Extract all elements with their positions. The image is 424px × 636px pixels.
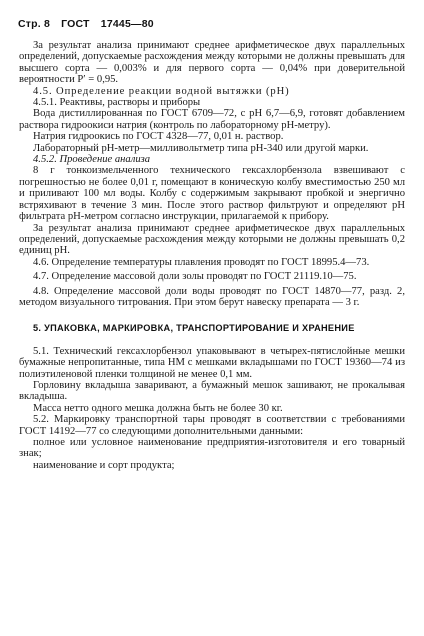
- paragraph: За результат анализа принимают среднее арифметическое двух параллельных определений, допускаемые расхождения между которыми не должны превышать 0,2 единиц pH.: [19, 222, 405, 257]
- page-header: [18, 18, 172, 30]
- paragraph: 8 г тонкоизмельченного технического гексахлорбензола взвешивают с погрешностью не более 0,01 г, помещают в коническую колбу вместимостью 250 мл и приливают 100 мл воды. Колбу с содержимым закрывают пробкой и энергично встряхивают в течение 3 мин. После этого раствор фильтруют и определяют pH фильтрата pH-метром согласно инструкции, прилагаемой к прибору.: [19, 165, 405, 223]
- paragraph: Вода дистиллированная по ГОСТ 6709—72, с pH 6,7—6,9, готовят добавлением раствора гидроокиси натрия (контроль по лабораторному pH-метру).: [19, 108, 405, 131]
- section-heading: 5. УПАКОВКА, МАРКИРОВКА, ТРАНСПОРТИРОВАНИЕ И ХРАНЕНИЕ: [33, 323, 355, 334]
- paragraph: 4.7. Определение массовой доли золы проводят по ГОСТ 21119.10—75.: [33, 271, 357, 283]
- document-body: [19, 40, 405, 471]
- paragraph: Горловину вкладыша заваривают, а бумажный мешок зашивают, не прокалывая вкладыша.: [19, 379, 405, 403]
- standard-number: 17445—80: [100, 18, 154, 30]
- list-item: полное или условное наименование предприятия-изготовителя и его товарный знак;: [19, 437, 405, 460]
- paragraph: 5.1. Технический гексахлорбензол упаковывают в четырех-пятислойные мешки бумажные непропитанные, типа НМ с мешками вкладышами по ГОСТ 19360—74 из полиэтиленовой пленки толщиной не менее 0,1 мм.: [19, 345, 405, 380]
- paragraph: 4.6. Определение температуры плавления проводят по ГОСТ 18995.4—73.: [33, 256, 370, 268]
- page-number: Стр. 8: [18, 18, 51, 30]
- paragraph: 5.2. Маркировку транспортной тары проводят в соответствии с требованиями ГОСТ 14192—77 со следующими дополнительными данными:: [19, 414, 405, 437]
- list-item: наименование и сорт продукта;: [33, 459, 175, 471]
- paragraph: Масса нетто одного мешка должна быть не более 30 кг.: [33, 402, 283, 414]
- paragraph: Лабораторный pH-метр—милливольтметр типа pH-340 или другой марки.: [33, 142, 369, 154]
- paragraph: За результат анализа принимают среднее арифметическое двух параллельных определений, допускаемые расхождения между которыми не должны превышать для высшего сорта — 0,003% и для первого сорта — 0,04% при доверительной вероятности P′ = 0,95.: [19, 40, 405, 86]
- paragraph: 4.8. Определение массовой доли воды проводят по ГОСТ 14870—77, разд. 2, методом визуального титрования. При этом берут навеску препарата — 3 г.: [19, 285, 405, 308]
- subsection-heading: 4.5.2. Проведение анализа: [33, 154, 151, 166]
- standard-label: ГОСТ: [61, 18, 90, 30]
- paragraph: Натрия гидроокись по ГОСТ 4328—77, 0,01 н. раствор.: [33, 131, 284, 143]
- subsection-heading: 4.5. Определение реакции водной вытяжки (pH): [33, 85, 290, 97]
- paragraph: 4.5.1. Реактивы, растворы и приборы: [33, 97, 201, 109]
